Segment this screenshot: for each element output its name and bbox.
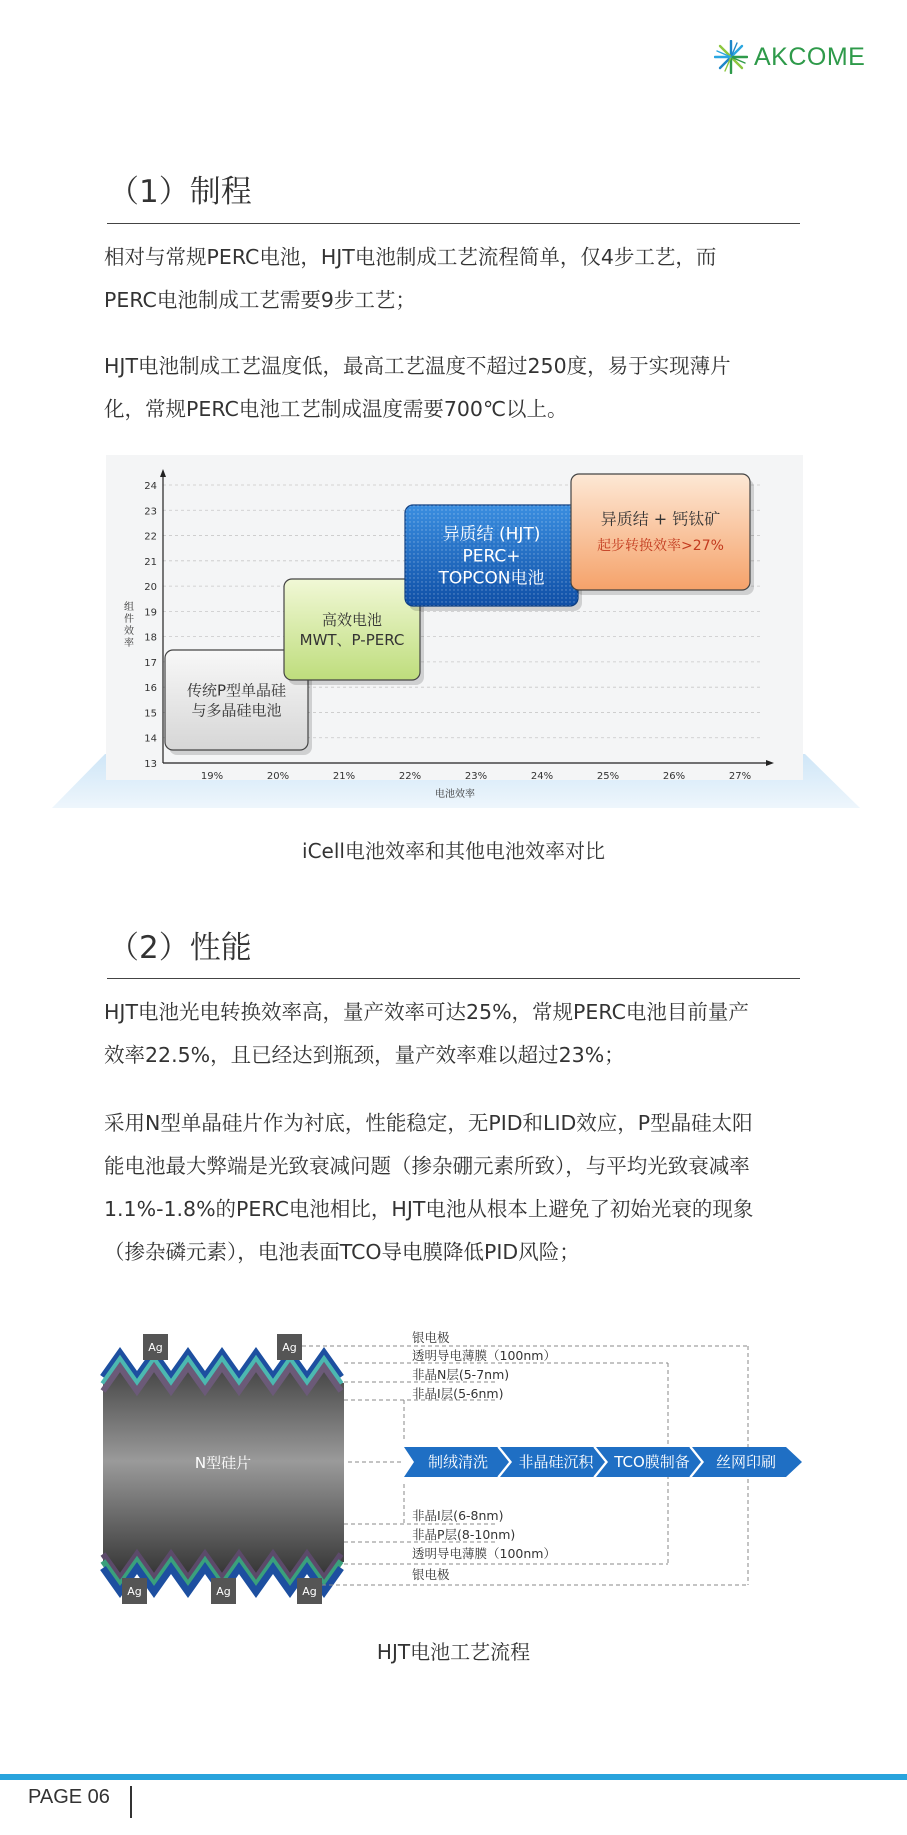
y-tick-label: 13 bbox=[144, 759, 157, 770]
box-label: 传统P型单晶硅 bbox=[186, 681, 287, 700]
y-axis-title-char: 组 bbox=[124, 602, 134, 613]
layer-label: 非晶I层(5-6nm) bbox=[412, 1386, 504, 1401]
section-title-performance: （2）性能 bbox=[108, 930, 252, 966]
y-tick-label: 18 bbox=[144, 632, 157, 644]
x-tick-label: 20% bbox=[266, 771, 290, 782]
ag-electrode-top-2 bbox=[277, 1334, 302, 1360]
akcome-logo bbox=[714, 40, 865, 74]
wafer-label: N型硅片 bbox=[194, 1454, 252, 1472]
y-axis-title-char: 率 bbox=[124, 638, 134, 649]
box-label: 高效电池 bbox=[321, 610, 383, 629]
x-tick-label: 22% bbox=[398, 771, 422, 782]
x-tick-label: 21% bbox=[332, 771, 356, 782]
paragraph bbox=[104, 345, 804, 431]
y-tick-label: 20 bbox=[144, 582, 157, 594]
paragraph-line: 效率22.5%，且已经达到瓶颈，量产效率难以超过23%； bbox=[104, 1043, 625, 1067]
section-title-process: （1）制程 bbox=[108, 174, 252, 210]
wafer bbox=[103, 1353, 344, 1592]
y-tick-label: 17 bbox=[144, 657, 157, 669]
y-axis-title-char: 件 bbox=[124, 614, 134, 625]
x-tick-label: 23% bbox=[464, 771, 488, 782]
layer-label: 非晶P层(8-10nm) bbox=[412, 1527, 516, 1542]
box-label: 异质结 + 钙钛矿 bbox=[600, 509, 721, 529]
box-label: 起步转换效率>27% bbox=[597, 537, 724, 554]
layer-label: 透明导电薄膜（100nm） bbox=[412, 1348, 556, 1363]
x-tick-label: 24% bbox=[530, 771, 554, 782]
process-step-label: TCO膜制备 bbox=[614, 1453, 690, 1471]
x-tick-label: 27% bbox=[728, 771, 752, 782]
page-number-separator bbox=[130, 1786, 132, 1818]
hjt-process-diagram bbox=[0, 1320, 907, 1610]
y-tick-label: 21 bbox=[144, 556, 157, 568]
section-divider bbox=[107, 223, 800, 224]
layer-label: 银电极 bbox=[412, 1567, 450, 1582]
chart-caption: iCell电池效率和其他电池效率对比 bbox=[302, 839, 605, 863]
paragraph bbox=[104, 1102, 804, 1274]
process-step-label: 丝网印刷 bbox=[715, 1453, 777, 1471]
y-tick-label: 23 bbox=[144, 506, 157, 518]
process-step-label: 制绒清洗 bbox=[427, 1453, 489, 1471]
efficiency-chart bbox=[0, 440, 907, 820]
paragraph-line: PERC电池制成工艺需要9步工艺； bbox=[104, 288, 416, 312]
process-flow bbox=[404, 1447, 802, 1477]
efficiency-box bbox=[571, 474, 750, 590]
diagram-caption: HJT电池工艺流程 bbox=[376, 1640, 531, 1664]
y-tick-label: 22 bbox=[144, 531, 157, 543]
y-axis-title-char: 效 bbox=[124, 626, 134, 637]
box-label: TOPCON电池 bbox=[438, 568, 545, 589]
box-label: 与多晶硅电池 bbox=[191, 701, 282, 720]
x-tick-label: 25% bbox=[596, 771, 620, 782]
ag-electrode-bottom-2 bbox=[211, 1578, 236, 1604]
x-tick-label: 19% bbox=[200, 771, 224, 782]
box-label: 异质结 (HJT) bbox=[442, 524, 541, 545]
ag-label: Ag bbox=[282, 1341, 297, 1354]
ag-electrode-bottom-3 bbox=[297, 1578, 322, 1604]
footer-bar bbox=[0, 1774, 907, 1780]
ag-label: Ag bbox=[127, 1585, 142, 1598]
paragraph-line: 相对与常规PERC电池，HJT电池制成工艺流程简单，仅4步工艺，而 bbox=[104, 245, 717, 269]
paragraph-line: HJT电池光电转换效率高，量产效率可达25%，常规PERC电池目前量产 bbox=[104, 1000, 749, 1024]
layer-label: 非晶N层(5-7nm) bbox=[412, 1367, 510, 1382]
section-divider bbox=[107, 978, 800, 979]
logo-text: AKCOME bbox=[754, 42, 866, 71]
box-label: PERC+ bbox=[462, 546, 521, 567]
paragraph-line: 采用N型单晶硅片作为衬底，性能稳定，无PID和LID效应，P型晶硅太阳 bbox=[104, 1111, 753, 1135]
layer-label: 银电极 bbox=[412, 1330, 450, 1345]
paragraph-line: 化，常规PERC电池工艺制成温度需要700℃以上。 bbox=[104, 397, 568, 421]
ag-electrode-bottom-1 bbox=[122, 1578, 147, 1604]
y-tick-label: 15 bbox=[144, 708, 157, 720]
efficiency-box bbox=[284, 579, 420, 680]
y-tick-label: 19 bbox=[144, 607, 157, 619]
y-tick-label: 16 bbox=[144, 683, 157, 695]
ag-label: Ag bbox=[216, 1585, 231, 1598]
y-tick-label: 14 bbox=[144, 733, 157, 745]
layer-label: 透明导电薄膜（100nm） bbox=[412, 1546, 556, 1561]
y-tick-label: 24 bbox=[144, 481, 157, 492]
ag-label: Ag bbox=[148, 1341, 163, 1354]
paragraph-line: HJT电池制成工艺温度低，最高工艺温度不超过250度，易于实现薄片 bbox=[104, 354, 731, 378]
paragraph bbox=[104, 991, 804, 1077]
ag-label: Ag bbox=[302, 1585, 317, 1598]
layer-label: 非晶I层(6-8nm) bbox=[412, 1508, 504, 1523]
paragraph-line: 1.1%-1.8%的PERC电池相比，HJT电池从根本上避免了初始光衰的现象 bbox=[104, 1197, 754, 1221]
box-label: MWT、P-PERC bbox=[299, 630, 405, 649]
process-step-label: 非晶硅沉积 bbox=[518, 1453, 594, 1471]
page-number: PAGE 06 bbox=[28, 1786, 110, 1808]
ag-electrode-top-1 bbox=[143, 1334, 168, 1360]
paragraph-line: 能电池最大弊端是光致衰减问题（掺杂硼元素所致），与平均光致衰减率 bbox=[104, 1154, 750, 1178]
akcome-star-icon bbox=[714, 40, 748, 74]
x-tick-label: 26% bbox=[662, 771, 686, 782]
paragraph-line: （掺杂磷元素），电池表面TCO导电膜降低PID风险； bbox=[104, 1240, 580, 1264]
x-axis-title: 电池效率 bbox=[435, 789, 475, 800]
paragraph bbox=[104, 236, 804, 322]
